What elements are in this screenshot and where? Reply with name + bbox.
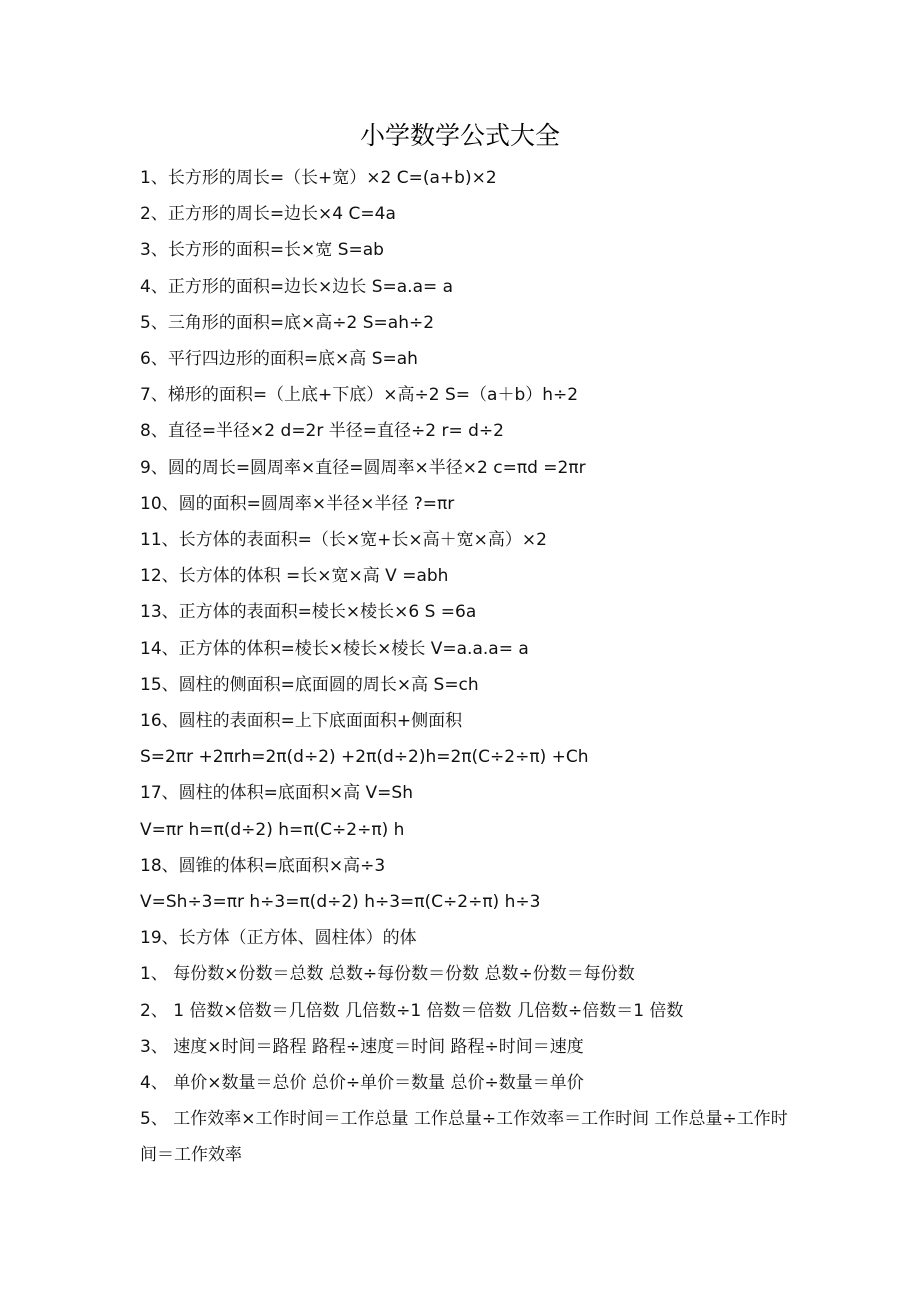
formula-line: 4、正方形的面积=边长×边长 S=a.a= a: [140, 276, 454, 297]
formula-line: S=2πr +2πrh=2π(d÷2) +2π(d÷2)h=2π(C÷2÷π) +Ch: [140, 747, 589, 768]
formula-line: 14、正方体的体积=棱长×棱长×棱长 V=a.a.a= a: [140, 638, 529, 659]
page-title: 小学数学公式大全: [359, 121, 560, 150]
formula-line: 16、圆柱的表面积=上下底面面积+侧面积: [140, 711, 463, 732]
formula-line: 5、三角形的面积=底×高÷2 S=ah÷2: [140, 312, 435, 333]
formula-line: 3、长方形的面积=长×宽 S=ab: [140, 240, 384, 261]
formula-line: 7、梯形的面积=（上底+下底）×高÷2 S=（a＋b）h÷2: [140, 385, 579, 406]
formula-line: 2、 1 倍数×倍数＝几倍数 几倍数÷1 倍数＝倍数 几倍数÷倍数＝1 倍数: [140, 1000, 684, 1021]
formula-line: V=πr h=π(d÷2) h=π(C÷2÷π) h: [140, 819, 405, 840]
formula-line: 1、长方形的周长=（长+宽）×2 C=(a+b)×2: [140, 168, 497, 188]
formula-line: V=Sh÷3=πr h÷3=π(d÷2) h÷3=π(C÷2÷π) h÷3: [140, 892, 541, 913]
formula-list: [140, 160, 800, 1174]
formula-line: 11、长方体的表面积=（长×宽+长×高＋宽×高）×2: [140, 530, 547, 551]
formula-line: 2、正方形的周长=边长×4 C=4a: [140, 204, 396, 225]
formula-line: 12、长方体的体积 =长×宽×高 V =abh: [140, 566, 449, 587]
formula-line: 5、 工作效率×工作时间＝工作总量 工作总量÷工作效率＝工作时间 工作总量÷工作时间＝工作效率: [140, 1109, 788, 1166]
formula-line: 18、圆锥的体积=底面积×高÷3: [140, 855, 386, 876]
formula-line: 9、圆的周长=圆周率×直径=圆周率×半径×2 c=πd =2πr: [140, 457, 586, 478]
formula-line: 10、圆的面积=圆周率×半径×半径 ?=πr: [140, 493, 455, 514]
formula-line: 6、平行四边形的面积=底×高 S=ah: [140, 349, 418, 370]
formula-line: 8、直径=半径×2 d=2r 半径=直径÷2 r= d÷2: [140, 421, 504, 442]
formula-line: 17、圆柱的体积=底面积×高 V=Sh: [140, 783, 413, 804]
formula-line: 13、正方体的表面积=棱长×棱长×6 S =6a: [140, 602, 477, 623]
formula-line: 1、 每份数×份数＝总数 总数÷每份数＝份数 总数÷份数＝每份数: [140, 964, 635, 985]
formula-line: 19、长方体（正方体、圆柱体）的体: [140, 928, 417, 949]
formula-line: 15、圆柱的侧面积=底面圆的周长×高 S=ch: [140, 674, 479, 695]
formula-line: 4、 单价×数量＝总价 总价÷单价＝数量 总价÷数量＝单价: [140, 1073, 584, 1094]
formula-line: 3、 速度×时间＝路程 路程÷速度＝时间 路程÷时间＝速度: [140, 1036, 584, 1057]
